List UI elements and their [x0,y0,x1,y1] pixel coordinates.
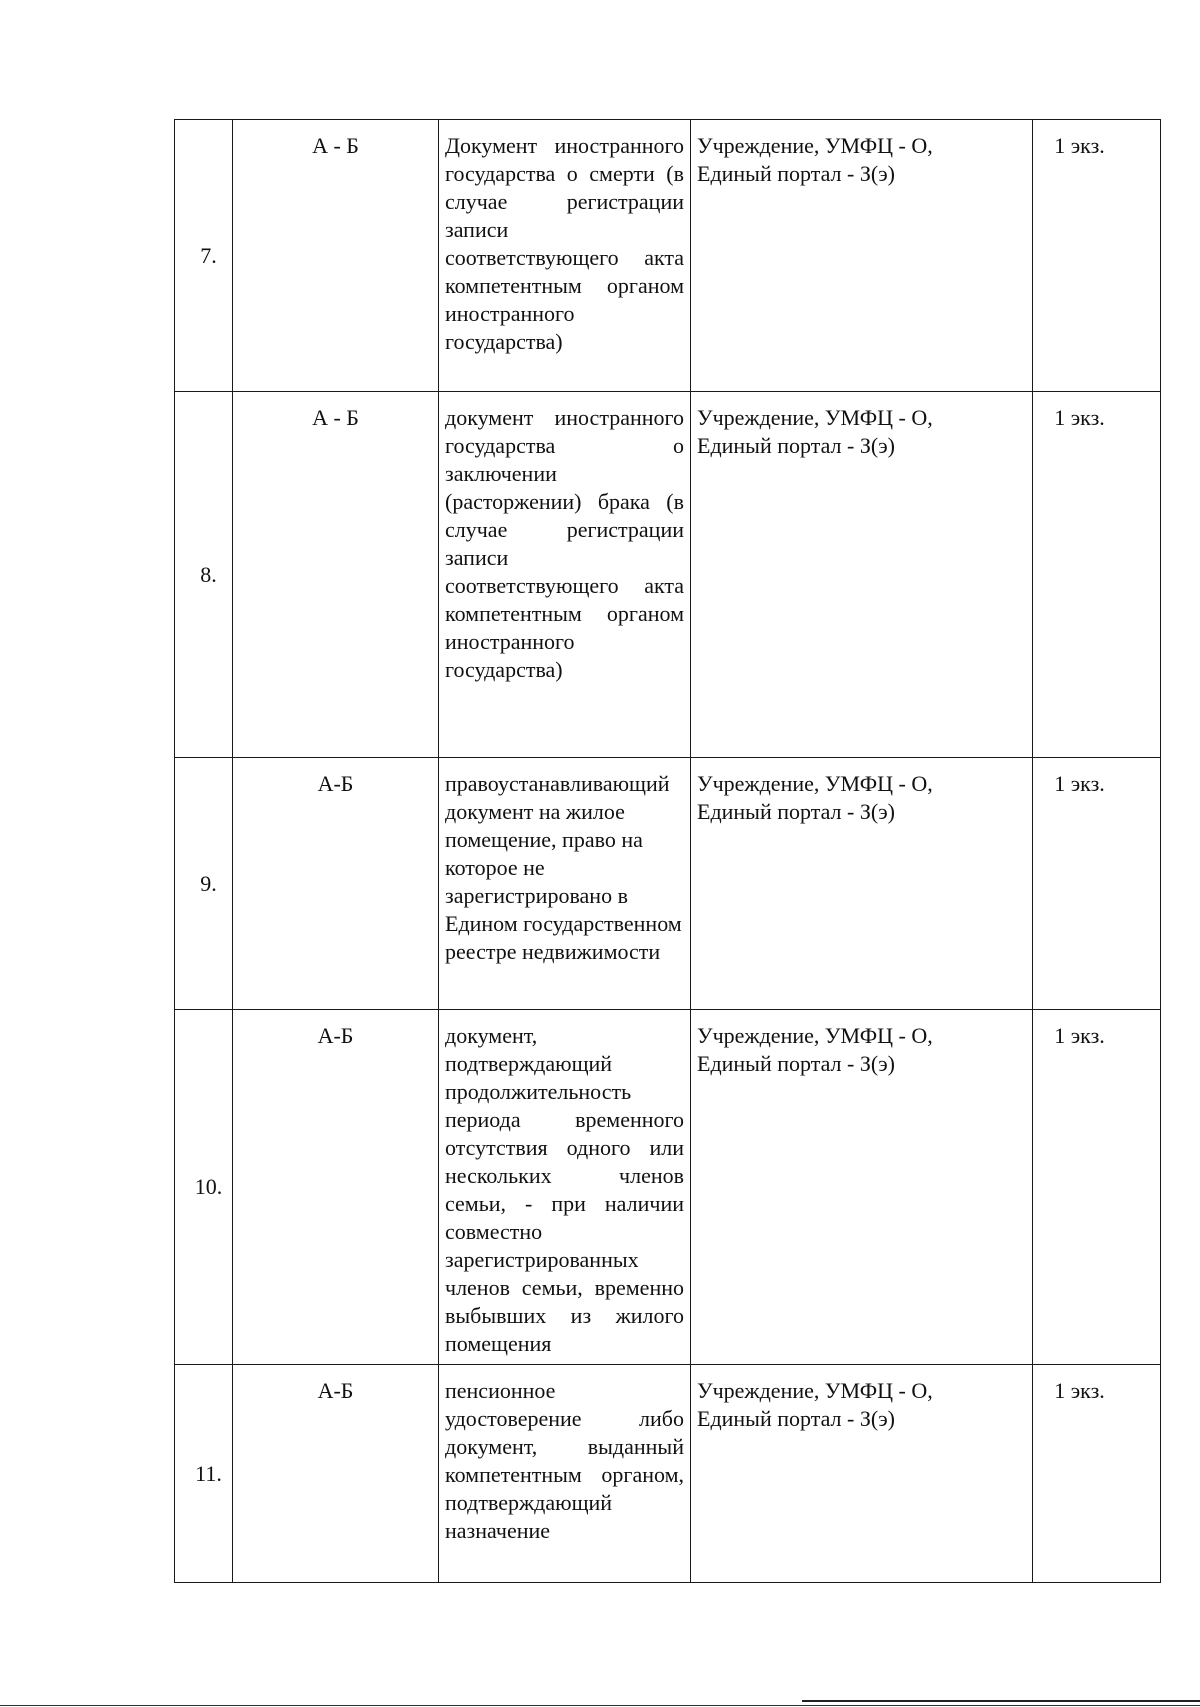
submission-method-line1: Учреждение, УМФЦ - О, [697,133,933,158]
document-name: документ иностранного государства о заключении (расторжении) брака (в случае регистрации записи соответствующего акта компетентным органом иностранного государства) [445,405,684,682]
code-cell [233,758,439,1010]
row-number-cell [175,392,233,758]
code-cell [233,1010,439,1365]
submission-method-line2: Единый портал - З(э) [697,799,895,824]
submission-method-line2: Единый портал - З(э) [697,433,895,458]
submission-cell [691,1010,1033,1365]
row-number-cell [175,1010,233,1365]
document-cell [439,758,691,1010]
table-row [175,1010,1161,1365]
table-row [175,392,1161,758]
row-number-cell [175,1365,233,1583]
quantity: 1 экз. [1054,405,1105,430]
code-cell [233,1365,439,1583]
row-code: А - Б [312,405,359,430]
submission-method-line2: Единый портал - З(э) [697,161,895,186]
quantity-cell [1033,758,1161,1010]
row-code: А - Б [312,133,359,158]
documents-table [174,119,1161,1583]
row-code: А-Б [317,1378,354,1403]
document-name: пенсионное удостоверение либо документ, выданный компетентным органом, подтверждающий назначение [445,1378,684,1543]
row-number: 9. [200,870,217,896]
document-name: документ, подтверждающий продолжительность периода временного отсутствия одного или нескольких членов семьи, - при наличии совместно зарегистрированных членов семьи, временно выбывших из жилого помещения [445,1023,684,1356]
quantity-cell [1033,1010,1161,1365]
row-code: А-Б [317,771,354,796]
quantity: 1 экз. [1054,1023,1105,1048]
row-number: 7. [200,242,217,268]
submission-method-line1: Учреждение, УМФЦ - О, [697,771,933,796]
table-row [175,120,1161,392]
submission-method-line2: Единый портал - З(э) [697,1406,895,1431]
quantity-cell [1033,392,1161,758]
quantity-cell [1033,1365,1161,1583]
document-name: Документ иностранного государства о смерти (в случае регистрации записи соответствующего акта компетентным органом иностранного государства) [445,133,684,354]
submission-cell [691,120,1033,392]
row-number: 11. [195,1460,222,1486]
bottom-divider-line [802,1700,1200,1702]
document-cell [439,1010,691,1365]
quantity-cell [1033,120,1161,392]
document-cell [439,1365,691,1583]
row-number: 8. [200,561,217,587]
submission-cell [691,758,1033,1010]
document-cell [439,120,691,392]
row-code: А-Б [317,1023,354,1048]
table-row [175,758,1161,1010]
quantity: 1 экз. [1054,1378,1105,1403]
quantity: 1 экз. [1054,133,1105,158]
submission-cell [691,392,1033,758]
quantity: 1 экз. [1054,771,1105,796]
document-cell [439,392,691,758]
row-number-cell [175,120,233,392]
submission-method-line2: Единый портал - З(э) [697,1051,895,1076]
submission-method-line1: Учреждение, УМФЦ - О, [697,1023,933,1048]
submission-method-line1: Учреждение, УМФЦ - О, [697,405,933,430]
submission-cell [691,1365,1033,1583]
row-number-cell [175,758,233,1010]
code-cell [233,120,439,392]
bottom-scan-edge [0,1705,1200,1706]
code-cell [233,392,439,758]
document-name: правоустанавливающий документ на жилое помещение, право на которое не зарегистрировано в Едином государственном реестре недвижимости [445,771,682,964]
row-number: 10. [194,1174,223,1199]
submission-method-line1: Учреждение, УМФЦ - О, [697,1378,933,1403]
table-row [175,1365,1161,1583]
